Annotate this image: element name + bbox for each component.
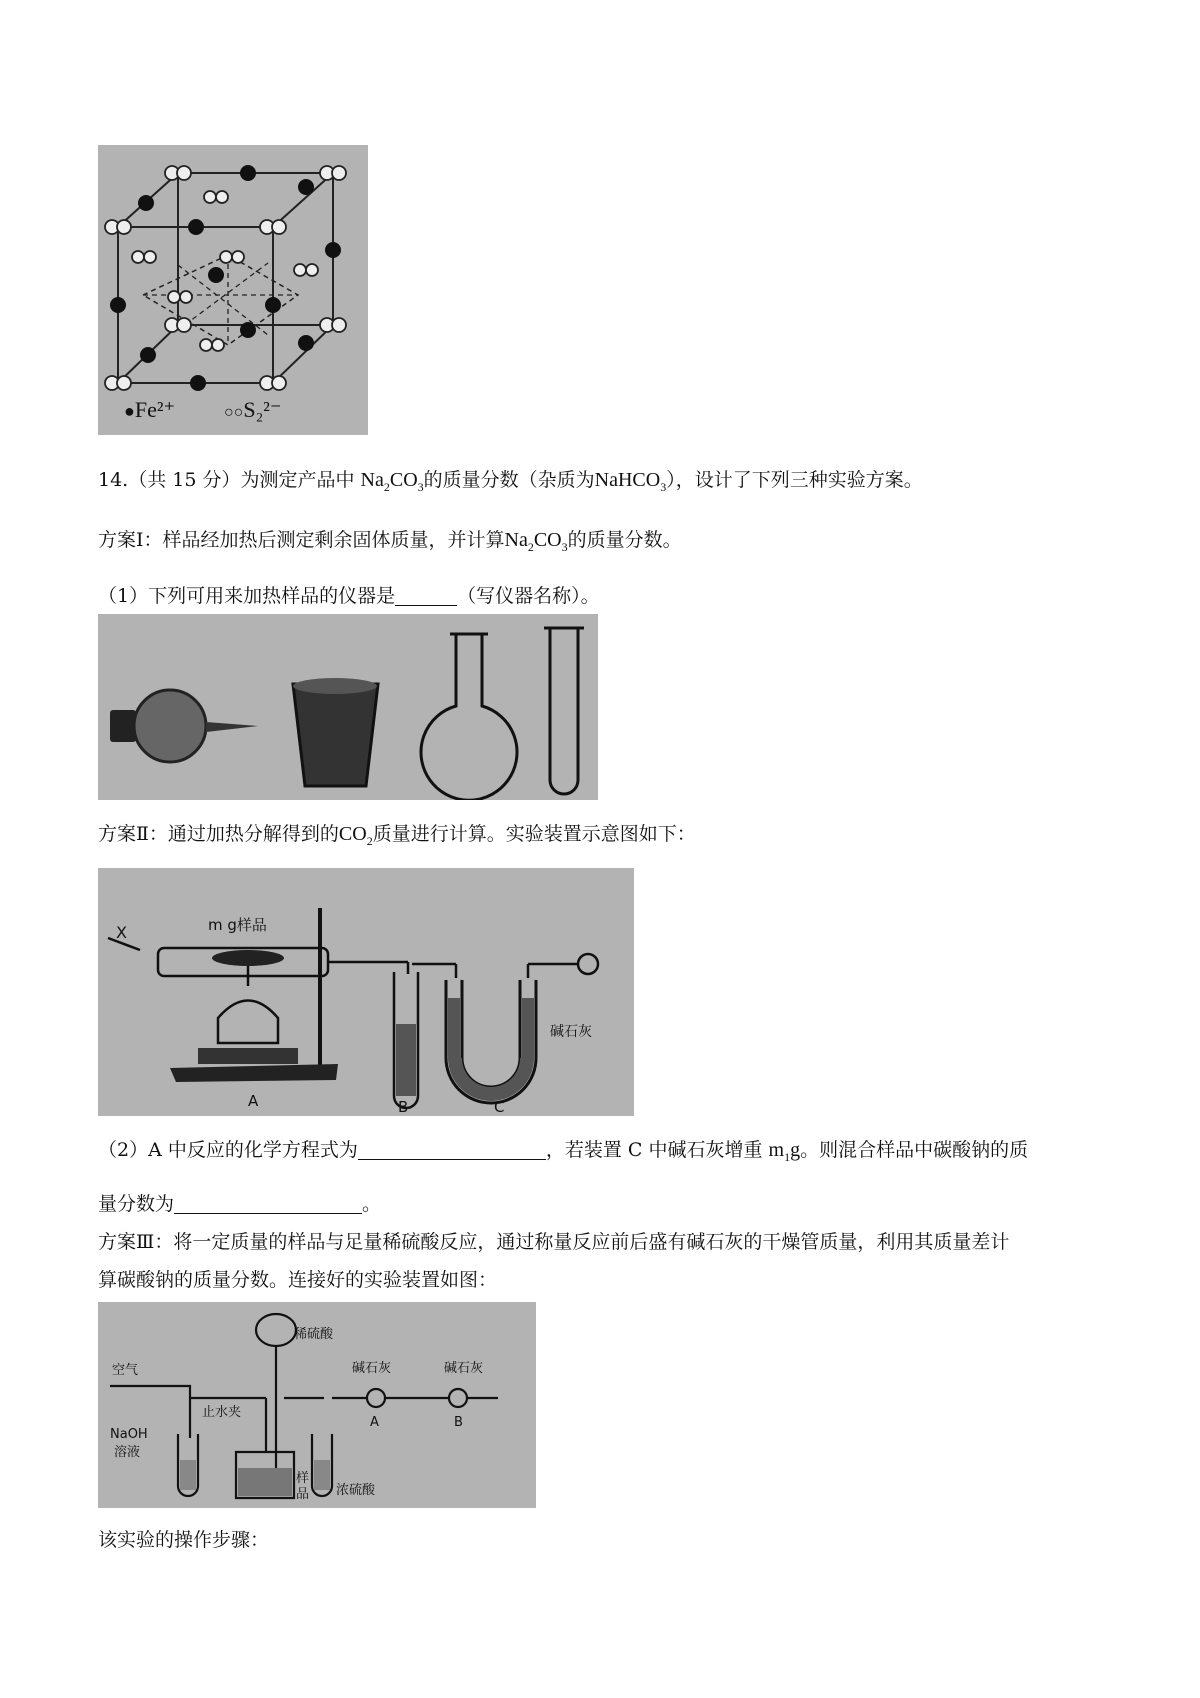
label-dilute-acid: 稀硫酸 — [294, 1327, 334, 1342]
formula-na2co3-na: Na — [360, 469, 384, 491]
label-naoh-1: NaOH — [110, 1427, 148, 1442]
formula-na2co3: $Na_2CO_3$ — [360, 469, 424, 494]
legend-s: ○○S₂²⁻ — [224, 397, 282, 422]
plan-3-line-2: 算碳酸钠的质量分数。连接好的实验装置如图： — [98, 1269, 498, 1291]
drying-tube-a — [367, 1389, 385, 1407]
crystal-structure-drawing — [98, 145, 368, 435]
q1-text-b: （写仪器名称）。 — [457, 585, 600, 607]
plan-2-text-b: 质量进行计算。实验装置示意图如下： — [372, 823, 696, 845]
heating-instruments-drawing — [98, 614, 598, 800]
label-b: B — [398, 1098, 409, 1116]
plan-3-apparatus-drawing — [98, 1302, 536, 1508]
legend-fe-label: Fe²⁺ — [134, 397, 176, 422]
question-intro-end: ），设计了下列三种实验方案。 — [666, 469, 923, 491]
label-soda-a: 碱石灰 — [352, 1361, 392, 1376]
q2-text-c: 。则混合样品中碳酸钠的质 — [800, 1139, 1029, 1161]
stand-base — [170, 1064, 338, 1082]
crucible-instrument — [293, 678, 378, 786]
label-sample-1: 样 — [296, 1471, 310, 1486]
plan-2-question-2-cont — [98, 1190, 381, 1218]
plan-2-apparatus-figure — [98, 868, 634, 1116]
plan-3-line-1: 方案Ⅲ：将一定质量的样品与足量稀硫酸反应，通过称量反应前后盛有碱石灰的干燥管质量，利用其质量差计 — [98, 1231, 1010, 1253]
label-sample-2: 品 — [296, 1487, 310, 1502]
plan-2-text-a: 方案Ⅱ：通过加热分解得到的 — [98, 823, 339, 845]
m1-unit: g — [790, 1139, 801, 1161]
plan-2-apparatus-drawing — [98, 868, 634, 1116]
separatory-funnel — [256, 1314, 296, 1346]
sample-pile — [212, 950, 284, 966]
q2-text-d: 量分数为 — [98, 1193, 175, 1215]
label-naoh-2: 溶液 — [114, 1445, 141, 1460]
question-intro-mid: 的质量分数（杂质为 — [423, 469, 595, 491]
plan-1-text-a: 方案Ⅰ：样品经加热后测定剩余固体质量，并计算 — [98, 529, 505, 551]
label-sample: m g样品 — [208, 916, 267, 934]
label-clamp: 止水夹 — [202, 1405, 242, 1420]
drying-tube-b — [449, 1389, 467, 1407]
label-x: X — [116, 923, 127, 942]
q2-text-e: 。 — [362, 1193, 382, 1215]
label-b-3: B — [454, 1415, 463, 1430]
formula-na2co3-co: CO — [389, 469, 418, 491]
round-flask-instrument — [421, 634, 517, 800]
test-tube-instrument — [544, 628, 584, 794]
formula-nahco3: NaHCO$_3$ — [594, 469, 667, 494]
formula-co2-text: CO — [338, 823, 367, 845]
q2-text-a: （2）A 中反应的化学方程式为 — [98, 1139, 358, 1161]
question-points: （共 15 分）为测定产品中 — [128, 469, 355, 491]
m1-variable: $m_1g$ — [768, 1139, 801, 1164]
q2-fraction-blank[interactable] — [174, 1194, 362, 1214]
plan-3-steps: 该实验的操作步骤： — [98, 1529, 270, 1551]
q2-equation-blank[interactable] — [358, 1140, 546, 1160]
plan-2-question-2 — [98, 1136, 1028, 1171]
label-a-3: A — [370, 1415, 379, 1430]
question-14-intro — [98, 466, 923, 501]
q2-text-b: ，若装置 C 中碱石灰增重 — [545, 1139, 763, 1161]
heating-instruments-figure — [98, 614, 598, 800]
label-air: 空气 — [112, 1363, 139, 1378]
legend-fe: ●Fe²⁺ — [124, 397, 176, 422]
label-soda-b: 碱石灰 — [444, 1361, 484, 1376]
drying-tube-end — [578, 954, 598, 974]
label-a: A — [248, 1092, 259, 1110]
label-conc-acid: 浓硫酸 — [336, 1483, 376, 1498]
plan-1-text — [98, 526, 682, 561]
plan-1-text-b: 的质量分数。 — [567, 529, 682, 551]
q1-text-a: （1）下列可用来加热样品的仪器是 — [98, 585, 396, 607]
dropper-instrument — [110, 690, 258, 762]
alcohol-lamp — [218, 1001, 278, 1044]
formula-co2: $CO_2$ — [338, 823, 373, 848]
plan-1-formula: $Na_2CO_3$ — [504, 529, 568, 554]
crystal-structure-figure — [98, 145, 368, 435]
formula-nahco3-text: NaHCO — [594, 469, 661, 491]
q1-answer-blank[interactable] — [395, 586, 457, 606]
label-soda-lime: 碱石灰 — [550, 1024, 592, 1040]
question-number: 14. — [98, 469, 129, 491]
m1-letter: m — [768, 1139, 785, 1161]
legend-s-label: S₂²⁻ — [243, 397, 282, 422]
plan-1-question-1 — [98, 582, 600, 610]
plan-2-text — [98, 820, 696, 855]
label-c: C — [494, 1098, 505, 1116]
plan-3-apparatus-figure — [98, 1302, 536, 1508]
lamp-base — [198, 1048, 298, 1064]
